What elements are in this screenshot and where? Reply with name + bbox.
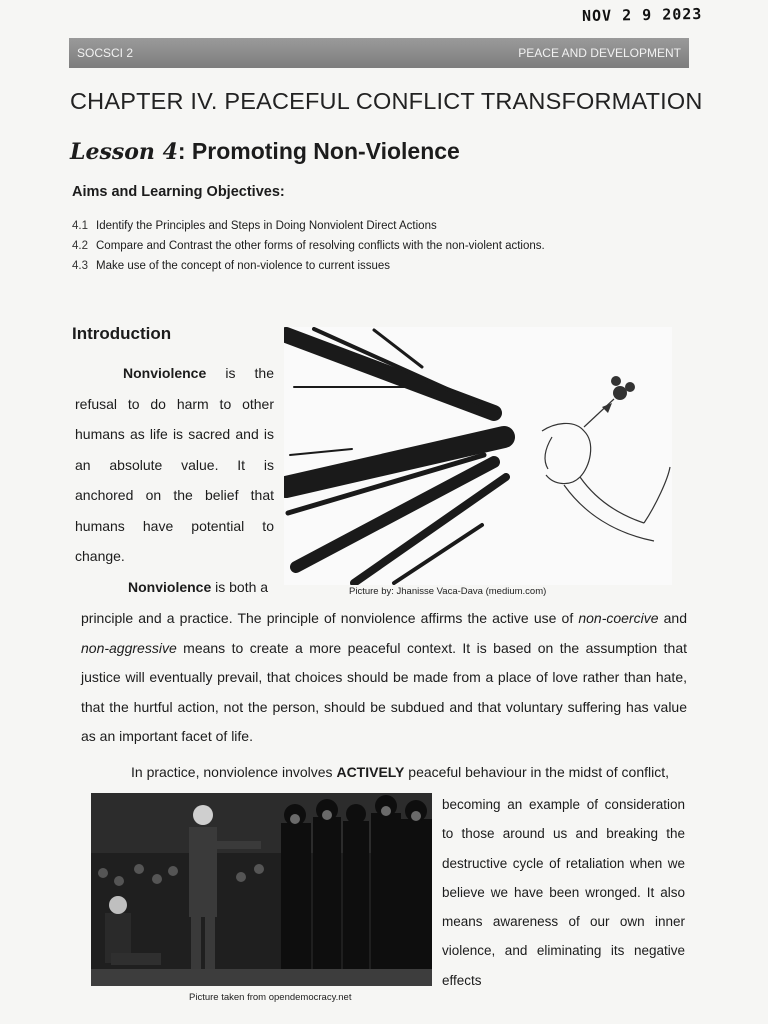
objective-number: 4.1 bbox=[72, 220, 88, 232]
rifles-and-flower-illustration bbox=[284, 327, 672, 585]
para2-emphasis-1: non-coercive bbox=[578, 610, 659, 626]
lesson-number: Lesson 4 bbox=[70, 139, 178, 165]
para2-lead-text: is both a bbox=[211, 579, 269, 595]
lesson-title bbox=[70, 138, 460, 165]
para3-strong: ACTIVELY bbox=[336, 764, 405, 780]
para2-emphasis-2: non-aggressive bbox=[81, 639, 177, 656]
intro-term: Nonviolence bbox=[123, 365, 207, 381]
protest-photo bbox=[91, 793, 432, 986]
figure2-caption: Picture taken from opendemocracy.net bbox=[189, 992, 352, 1003]
practice-paragraph-first-line bbox=[131, 764, 687, 780]
figure1-caption: Picture by: Jhanisse Vaca-Dava (medium.com) bbox=[349, 586, 547, 597]
para2-lead bbox=[128, 579, 268, 595]
objective-item bbox=[72, 256, 545, 276]
objective-number: 4.3 bbox=[72, 260, 88, 272]
lesson-name: : Promoting Non-Violence bbox=[177, 138, 460, 164]
para2-text-1: principle and a practice. The principle of nonviolence affirms the active use of bbox=[81, 610, 579, 626]
objective-text: Identify the Principles and Steps in Doing Nonviolent Direct Actions bbox=[96, 220, 437, 232]
objective-item bbox=[72, 216, 545, 236]
introduction-paragraph bbox=[75, 358, 274, 572]
objective-text: Make use of the concept of non-violence to current issues bbox=[96, 260, 391, 272]
para2-text-3: means to create a more peaceful context. It is based on the assumption that justice will eventually prevail, that choices should be made from a place of love rather than hate, that the hurtful action, not the person, should be subdued and that voluntary suffering has value as an important facet of life. bbox=[81, 639, 687, 744]
para3-text-1: In practice, nonviolence involves bbox=[131, 764, 337, 780]
objective-number: 4.2 bbox=[72, 240, 88, 252]
course-title: PEACE AND DEVELOPMENT bbox=[518, 46, 681, 60]
objective-item bbox=[72, 236, 545, 256]
chapter-title: CHAPTER IV. PEACEFUL CONFLICT TRANSFORMATION bbox=[70, 88, 703, 114]
introduction-heading: Introduction bbox=[72, 324, 172, 343]
aims-heading: Aims and Learning Objectives: bbox=[72, 184, 285, 200]
practice-paragraph-column: becoming an example of consideration to those around us and breaking the destructive cycle of retaliation when we believe we have been wronged. It also means awareness of our own inner violence, and eliminating its negative effects bbox=[442, 797, 685, 988]
objective-text: Compare and Contrast the other forms of resolving conflicts with the non-violent actions. bbox=[96, 240, 545, 252]
para2-term: Nonviolence bbox=[128, 579, 212, 595]
para3-text-2: peaceful behaviour in the midst of conflict, bbox=[404, 764, 669, 780]
para2-text-2: and bbox=[658, 610, 687, 626]
intro-text: is the refusal to do harm to other humans as life is sacred and is an absolute value. It is anchored on the belief that humans have potential to change. bbox=[75, 365, 274, 564]
objectives-list bbox=[72, 216, 545, 276]
principle-paragraph bbox=[81, 604, 687, 752]
course-header-band bbox=[69, 38, 689, 68]
date-stamp: NOV 2 9 2023 bbox=[581, 4, 703, 26]
course-code: SOCSCI 2 bbox=[77, 46, 134, 60]
